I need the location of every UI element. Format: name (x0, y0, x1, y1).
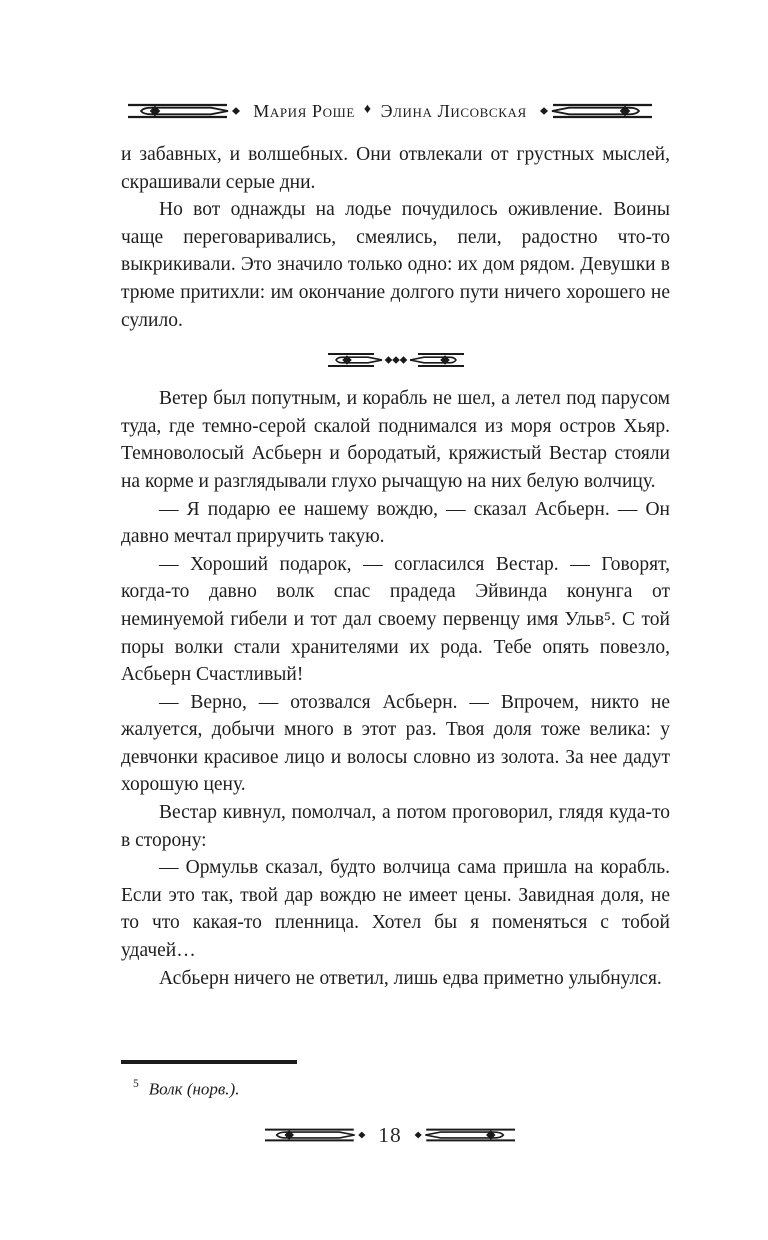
page-footer (110, 1123, 670, 1147)
footnote (133, 1079, 670, 1100)
paragraph: — Верно, — отозвался Асбьерн. — Впрочем, никто не жалуется, добычи много в этот раз. Твоя доля тоже велика: у девчонки красивое лицо и волосы словно из золота. За нее дадут хорошую цену. (121, 691, 670, 796)
paragraph: Вестар кивнул, помолчал, а потом проговорил, глядя куда-то в сторону: (121, 802, 670, 851)
paragraph: и забавных, и волшебных. Они отвлекали от грустных мыслей, скрашивали серые дни. (121, 144, 670, 193)
paragraph: — Хороший подарок, — согласился Вестар. — Говорят, когда-то давно волк спас прадеда Эйвинда конунга от неминуемой гибели и тот дал своему первенцу имя Ульв⁵. С той поры волки стали хранителями их рода. Тебе опять повезло, Асбьерн Счастливый! (121, 553, 670, 686)
footer-rule-left-icon (265, 1123, 369, 1147)
page-body (121, 141, 670, 992)
footnote-marker: 5 (133, 1078, 139, 1090)
page-number: 18 (378, 1123, 402, 1148)
running-head-title (253, 101, 526, 122)
paragraph: — Ормульв сказал, будто волчица сама пришла на корабль. Если это так, твой дар вождю не имеет цены. Завидная доля, не то что какая-то пленница. Хотел бы я поменяться с тобой удачей… (121, 857, 670, 962)
footnote-text: Волк (норв.). (148, 1079, 240, 1099)
paragraph: Но вот однажды на лодье почудилось оживление. Воины чаще переговаривались, смеялись, пели, радостно что-то выкрикивали. Это значило только одно: их дом рядом. Девушки в трюме притихли: им окончание долгого пути ничего хорошего не сулило. (121, 199, 670, 331)
author-name-right: Элина Лисовская (380, 100, 527, 121)
footnote-block (121, 1060, 670, 1100)
page-header (110, 99, 670, 123)
paragraph: Асбьерн ничего не ответил, лишь едва приметно улыбнулся. (159, 967, 662, 989)
scene-break-ornament-icon (328, 349, 464, 371)
author-name-left: Мария Роше (253, 100, 355, 121)
header-rule-left-icon (128, 99, 244, 123)
footer-rule-right-icon (411, 1123, 515, 1147)
footnote-rule (121, 1060, 297, 1064)
header-rule-right-icon (536, 99, 652, 123)
diamond-separator-icon: ♦ (363, 102, 372, 117)
paragraph: — Я подарю ее нашему вождю, — сказал Асбьерн. — Он давно мечтал приручить такую. (121, 498, 670, 548)
paragraph: Ветер был попутным, и корабль не шел, а летел под парусом туда, где темно-серой скалой поднимался из моря остров Хьяр. Темноволосый Асбьерн и бородатый, кряжистый Вестар стояли на корме и разглядывали глухо рычащую на них белую волчицу. (121, 388, 670, 492)
